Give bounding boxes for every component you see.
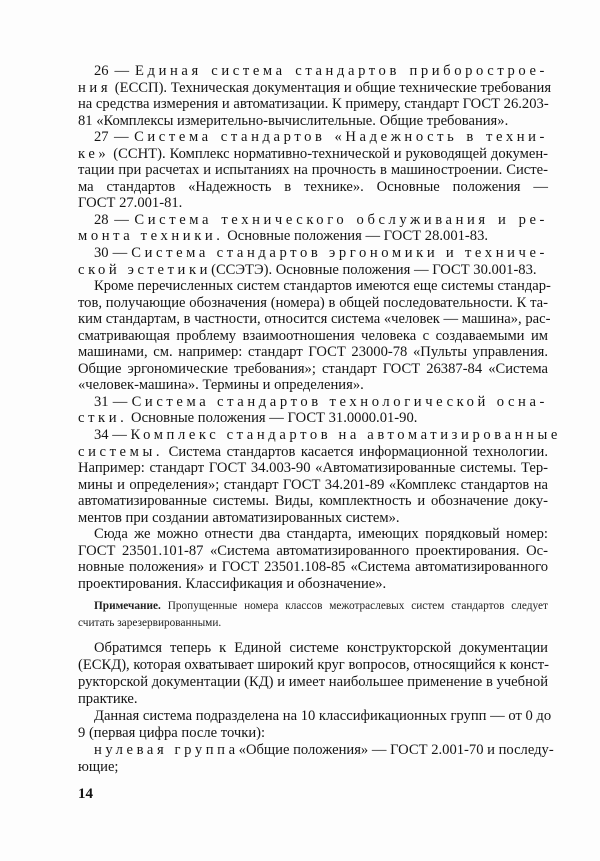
text-segment: Кроме перечисленных систем стандартов имеются еще системы стандар- bbox=[94, 278, 551, 295]
text-line bbox=[78, 295, 548, 312]
text-line bbox=[78, 576, 548, 593]
text-line bbox=[78, 162, 548, 179]
text-segment: мины и определения»; стандарт ГОСТ 34.201-89 «Комплекс стандартов на bbox=[78, 476, 548, 493]
text-line bbox=[78, 146, 548, 163]
text-segment: 81 «Комплексы измерительно-вычислительные. Общие требования». bbox=[78, 112, 509, 129]
text-segment: Обратимся теперь к Единой системе конструкторской документации bbox=[94, 640, 548, 656]
spaced-heading-text: ния bbox=[78, 79, 112, 96]
spaced-heading-text: ке» bbox=[78, 145, 110, 162]
text-line bbox=[78, 708, 552, 725]
text-line bbox=[78, 640, 548, 657]
spaced-heading-text: Система стандартов «Надежность в техни- bbox=[134, 129, 549, 146]
text-segment: проектирования. Классификация и обозначение». bbox=[78, 575, 387, 592]
text-line bbox=[78, 195, 548, 212]
text-segment: 31 — bbox=[94, 393, 132, 410]
text-line bbox=[78, 278, 551, 295]
text-segment: Общие эргономические требования»; стандарт ГОСТ 26387-84 «Система bbox=[78, 360, 548, 377]
text-line bbox=[78, 96, 548, 113]
text-line bbox=[78, 228, 548, 245]
body-text-top bbox=[78, 63, 561, 593]
text-line bbox=[78, 79, 552, 97]
text-segment: ма стандартов «Надежность в технике». Основные положения — bbox=[78, 178, 548, 195]
spaced-heading-text: Единая система стандартов приборострое- bbox=[135, 63, 549, 79]
text-segment: 27 — bbox=[94, 129, 135, 146]
text-segment: Сюда же можно отнести два стандарта, имеющих порядковый номер: bbox=[94, 526, 548, 543]
text-line bbox=[78, 493, 548, 510]
text-line bbox=[78, 759, 548, 776]
text-segment: ГОСТ 23501.101-87 «Система автоматизированного проектирования. Ос- bbox=[78, 542, 548, 559]
text-line bbox=[78, 394, 548, 411]
text-segment: ГОСТ 27.001-81. bbox=[78, 195, 183, 212]
text-segment: сматривающая проблему взаимоотношения человека с создаваемыми им bbox=[78, 327, 548, 344]
text-line bbox=[78, 262, 548, 279]
text-line bbox=[78, 460, 548, 477]
text-segment: 9 (первая цифра после точки): bbox=[78, 725, 266, 741]
text-segment: Основные положения — ГОСТ 31.0000.01-90. bbox=[127, 410, 418, 427]
text-segment: (ЕССП). Техническая документация и общие технические требования bbox=[111, 79, 552, 96]
text-segment: рукторской документации (КД) и имеет наибольшее применение в учебной bbox=[78, 674, 548, 690]
text-line bbox=[78, 615, 548, 632]
spaced-heading-text: стки. bbox=[78, 410, 128, 427]
spaced-heading-text: Система стандартов эргономики и техниче- bbox=[131, 245, 549, 262]
text-segment: ющие; bbox=[78, 759, 119, 775]
text-segment: новные положения» и ГОСТ 23501.108-85 «Система автоматизированного bbox=[78, 559, 548, 576]
text-segment: Пропущенные номера классов межотраслевых систем стандартов следует bbox=[160, 600, 548, 612]
spaced-heading-text: ской эстетики bbox=[78, 261, 212, 278]
text-segment: машинами, см. например: стандарт ГОСТ 23000-78 «Пульты управления. bbox=[78, 344, 548, 361]
text-line bbox=[78, 674, 548, 691]
body-text-bottom bbox=[78, 640, 554, 776]
text-segment: (ССНТ). Комплекс нормативно-технической и руководящей докумен- bbox=[109, 145, 548, 162]
text-line bbox=[78, 361, 548, 378]
note-label: Примечание. bbox=[94, 600, 161, 612]
text-segment: 26 — bbox=[94, 63, 136, 79]
text-line bbox=[78, 510, 548, 527]
text-line bbox=[78, 129, 548, 146]
text-segment: автоматизированные системы. Виды, комплектность и обозначение доку- bbox=[78, 493, 548, 510]
text-segment: на средства измерения и автоматизации. К примеру, стандарт ГОСТ 26.203- bbox=[78, 96, 549, 113]
text-segment: (ССЭТЭ). Основные положения — ГОСТ 30.001-83. bbox=[211, 261, 537, 278]
text-line bbox=[78, 691, 548, 708]
text-line bbox=[78, 113, 548, 130]
text-segment: Например: стандарт ГОСТ 34.003-90 «Автоматизированные системы. Тер- bbox=[78, 460, 548, 477]
text-line bbox=[78, 559, 548, 576]
text-segment: Данная система подразделена на 10 классификационных групп — от 0 до bbox=[94, 708, 552, 724]
text-line bbox=[78, 598, 548, 615]
text-line bbox=[78, 725, 548, 742]
spaced-heading-text: Система стандартов технологической осна- bbox=[131, 393, 548, 410]
text-line bbox=[78, 477, 548, 494]
text-segment: ментов при создании автоматизированных систем». bbox=[78, 509, 400, 526]
text-segment: 34 — bbox=[94, 427, 131, 444]
text-line bbox=[78, 444, 548, 461]
text-segment: «Общие положения» — ГОСТ 2.001-70 и последу- bbox=[238, 742, 554, 758]
footnote-remark bbox=[78, 598, 548, 632]
text-line bbox=[78, 245, 548, 262]
text-segment: 30 — bbox=[94, 245, 132, 262]
text-line bbox=[78, 212, 548, 229]
text-line bbox=[78, 427, 561, 444]
text-segment: тов, получающие обозначения (номера) в общей последовательности. К та- bbox=[78, 294, 548, 311]
spaced-heading-text: системы. bbox=[78, 443, 164, 460]
text-line bbox=[78, 410, 548, 427]
text-line bbox=[78, 179, 548, 196]
text-line bbox=[78, 63, 548, 80]
text-segment: 28 — bbox=[94, 211, 135, 228]
text-segment: «человек-машина». Термины и определения». bbox=[78, 377, 364, 394]
text-segment: (ЕСКД), которая охватывает широкий круг вопросов, относящийся к конст- bbox=[78, 657, 550, 673]
text-line bbox=[78, 543, 548, 560]
text-segment: практике. bbox=[78, 691, 138, 707]
spaced-heading-text: монта техники. bbox=[78, 228, 224, 245]
text-segment: ким стандартам, в частности, относится система «человек — машина», рас- bbox=[78, 311, 551, 328]
text-line bbox=[78, 344, 548, 361]
text-line bbox=[78, 526, 548, 543]
text-line bbox=[78, 657, 548, 674]
page-number: 14 bbox=[78, 786, 93, 802]
text-segment: Основные положения — ГОСТ 28.001-83. bbox=[223, 228, 489, 245]
text-segment: Система стандартов касается информационной технологии. bbox=[163, 443, 548, 460]
text-line bbox=[78, 328, 548, 345]
spaced-heading-text: Комплекс стандартов на автоматизированные bbox=[130, 427, 561, 444]
text-line bbox=[78, 311, 551, 328]
spaced-heading-text: Система технического обслуживания и ре- bbox=[134, 211, 549, 228]
text-segment: тации при расчетах и испытаниях на прочность в машиностроении. Систе- bbox=[78, 162, 548, 179]
text-line bbox=[78, 742, 554, 759]
text-line bbox=[78, 377, 548, 394]
spaced-heading-text: нулевая группа bbox=[94, 742, 239, 758]
text-segment: считать зарезервированными. bbox=[78, 617, 222, 629]
